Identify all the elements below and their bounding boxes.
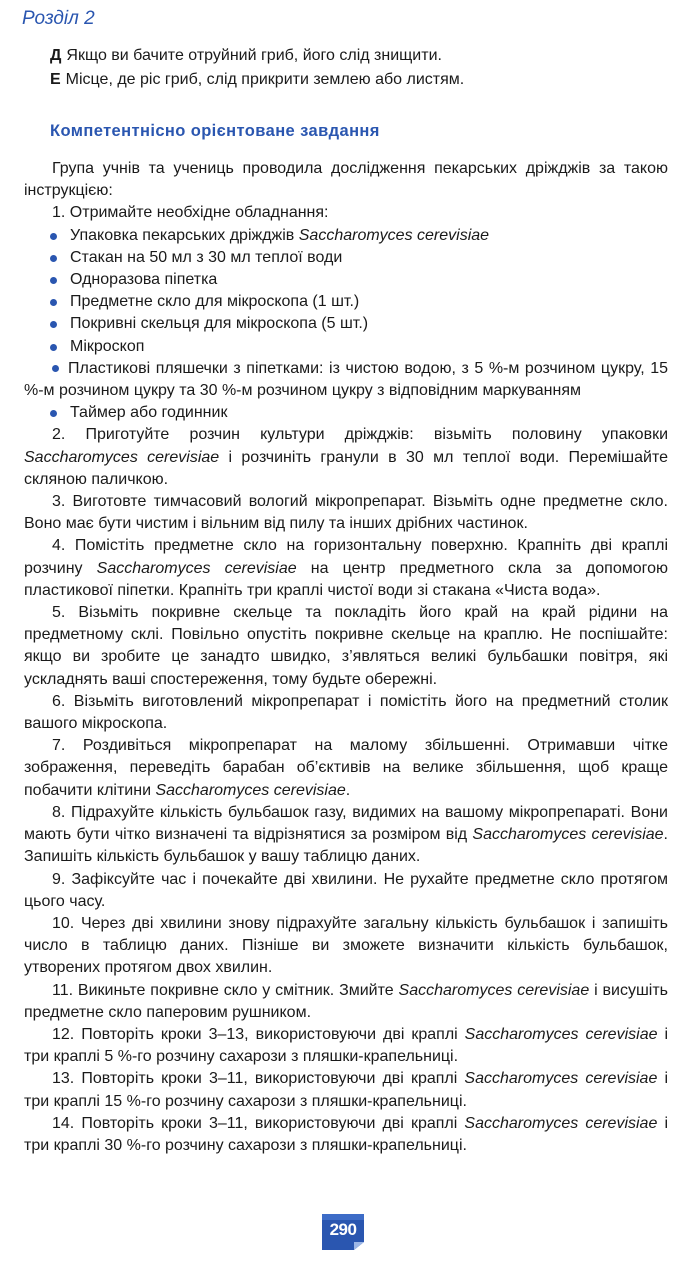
bullet-icon [50,233,57,240]
answer-text: Місце, де ріс гриб, слід прикрити землею або листям. [65,71,465,88]
step-4: 4. Помістіть предметне скло на горизонтальну поверхню. Крапніть дві краплі розчину Saccharomyces cerevisiae на центр предметного скла за допомогою пластикової піпетки. Крапніть три краплі чистої води зі стакана «Чиста вода». [24,537,668,599]
answer-option-e [50,68,680,92]
answer-letter: Д [50,47,62,64]
equipment-item: Таймер або годинник [24,402,668,424]
step-5: 5. Візьміть покривне скельце та покладіть його край на край рідини на предметному склі. Повільно опустіть покривне скельце на краплю. Не поспішайте: якщо ви зробите це занадто швидко, з’являться великі бульбашки повітря, які ускладнять ваші спостереження, тому будьте обережні. [24,604,668,688]
bullet-icon [52,365,59,372]
step-13: 13. Повторіть кроки 3–11, використовуючи дві краплі Saccharomyces cerevisiae і три краплі 15 %-го розчину сахарози з пляшки-крапельниці. [24,1070,669,1110]
step-1-title: 1. Отримайте необхідне обладнання: [52,204,329,222]
task-body [24,158,668,1157]
section-label: Розділ 2 [22,8,95,29]
step-14: 14. Повторіть кроки 3–11, використовуючи дві краплі Saccharomyces cerevisiae і три краплі 30 %-го розчину сахарози з пляшки-крапельниці. [24,1114,669,1154]
equipment-item: Мікроскоп [24,336,668,358]
answer-letter: Е [50,71,61,88]
page-number: 290 [329,1220,357,1239]
bullet-icon [50,344,57,351]
bullet-icon [50,255,57,262]
step-8: 8. Підрахуйте кількість бульбашок газу, видимих на вашому мікропрепараті. Вони мають бути чітко визначені та відрізнятися за розміром від Saccharomyces cerevisiae. Запишіть кількість бульбашок у вашу таблицю даних. [24,803,668,866]
answer-text: Якщо ви бачите отруйний гриб, його слід знищити. [66,47,442,64]
step-2: 2. Приготуйте розчин культури дріжджів: візьміть половину упаковки Saccharomyces cerevisiae і розчиніть гранули в 30 мл теплої води. Перемішайте скляною паличкою. [24,426,668,488]
step-7: 7. Роздивіться мікропрепарат на малому збільшенні. Отримавши чітке зображення, переведіть барабан об’єктивів на велике збільшення, щоб краще побачити клітини Saccharomyces cerevisiae. [24,737,668,799]
page-number-badge [320,1212,366,1252]
step-3: 3. Виготовте тимчасовий вологий мікропрепарат. Візьміть одне предметне скло. Воно має бути чистим і вільним від пилу та інших дрібних частинок. [24,493,668,533]
step-6: 6. Візьміть виготовлений мікропрепарат і помістіть його на предметний столик вашого мікроскопа. [24,692,668,733]
answer-options [50,44,680,92]
bullet-icon [50,277,57,284]
equipment-item: Предметне скло для мікроскопа (1 шт.) [24,291,668,313]
step-12: 12. Повторіть кроки 3–13, використовуючи дві краплі Saccharomyces cerevisiae і три краплі 5 %-го розчину сахарози з пляшки-крапельниці. [24,1025,668,1066]
equipment-item: Упаковка пекарських дріжджів Saccharomyces cerevisiae [24,225,668,247]
intro-paragraph: Група учнів та учениць проводила дослідження пекарських дріжджів за такою інструкцією: [24,160,668,200]
equipment-item: Покривні скельця для мікроскопа (5 шт.) [24,313,668,335]
answer-option-d [50,44,680,68]
equipment-item: Одноразова піпетка [24,269,668,291]
step-9: 9. Зафіксуйте час і почекайте дві хвилини. Не рухайте предметне скло протягом цього часу. [24,870,668,910]
step-11: 11. Викиньте покривне скло у смітник. Змийте Saccharomyces cerevisiae і висушіть предметне скло паперовим рушником. [24,981,669,1021]
task-heading: Компетентнісно орієнтоване завдання [50,122,380,140]
step-10: 10. Через дві хвилини знову підрахуйте загальну кількість бульбашок і запишіть число в таблицю даних. Пізніше ви зможете визначити кількість бульбашок, утворених протягом двох хвилин. [24,914,668,977]
equipment-item: Стакан на 50 мл з 30 мл теплої води [24,247,668,269]
equipment-item: Пластикові пляшечки з піпетками: із чистою водою, з 5 %-м розчином цукру, 15 %-м розчином цукру та 30 %-м розчином цукру з відповідним маркуванням [24,359,668,400]
